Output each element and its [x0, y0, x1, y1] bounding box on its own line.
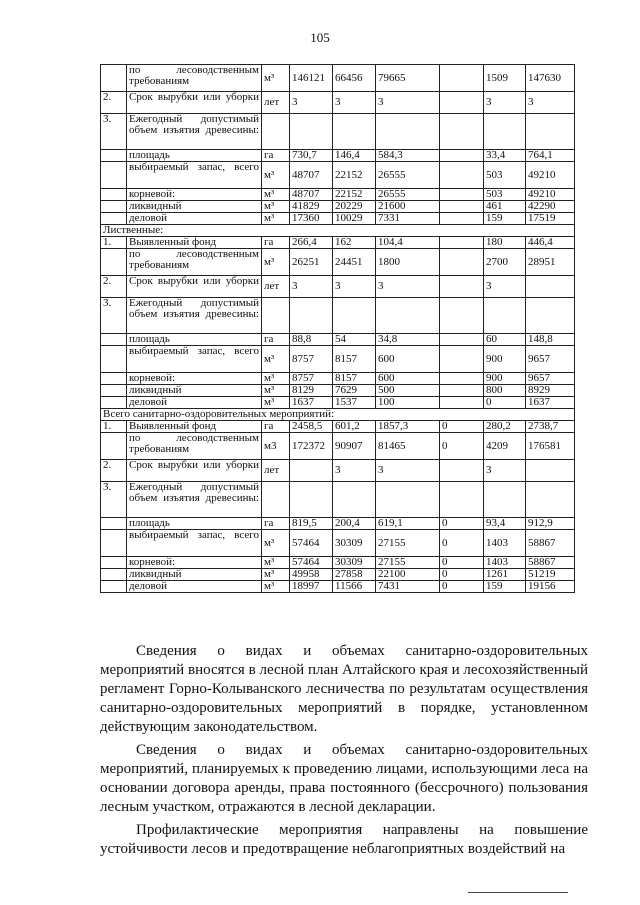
table-cell: м³: [262, 569, 290, 581]
table-cell: [333, 114, 376, 150]
table-cell: 66456: [333, 65, 376, 92]
table-cell: 27858: [333, 569, 376, 581]
table-cell: 48707: [290, 189, 333, 201]
table-cell: 148,8: [526, 334, 575, 346]
table-cell: 3: [376, 92, 440, 114]
table-cell: 1403: [484, 557, 526, 569]
row-label: Срок вырубки или уборки: [127, 460, 262, 482]
table-cell: 266,4: [290, 237, 333, 249]
table-cell: 7331: [376, 213, 440, 225]
table-cell: [376, 114, 440, 150]
row-label: корневой:: [127, 557, 262, 569]
table-cell: 100: [376, 397, 440, 409]
table-cell: 1637: [290, 397, 333, 409]
row-label: выбираемый запас, всего: [127, 162, 262, 189]
table-cell: 51219: [526, 569, 575, 581]
table-cell: 1509: [484, 65, 526, 92]
table-row: [101, 201, 575, 213]
table-cell: 17360: [290, 213, 333, 225]
table-cell: [262, 482, 290, 518]
table-row: [101, 421, 575, 433]
table-cell: га: [262, 150, 290, 162]
table-row: [101, 65, 575, 92]
table-cell: [440, 334, 484, 346]
table-cell: 30309: [333, 557, 376, 569]
table-cell: [101, 162, 127, 189]
table-row: [101, 385, 575, 397]
table-cell: 60: [484, 334, 526, 346]
table-cell: 819,5: [290, 518, 333, 530]
table-cell: 7431: [376, 581, 440, 593]
table-cell: [101, 433, 127, 460]
table-row: [101, 225, 575, 237]
table-cell: 0: [440, 530, 484, 557]
table-cell: [440, 189, 484, 201]
table-cell: 8129: [290, 385, 333, 397]
row-label: площадь: [127, 334, 262, 346]
row-label: деловой: [127, 397, 262, 409]
table-cell: [484, 114, 526, 150]
table-cell: 22152: [333, 162, 376, 189]
table-cell: [484, 298, 526, 334]
data-table: [100, 64, 575, 593]
table-cell: 159: [484, 213, 526, 225]
table-cell: 503: [484, 189, 526, 201]
table-cell: м³: [262, 397, 290, 409]
table-cell: 30309: [333, 530, 376, 557]
table-cell: 180: [484, 237, 526, 249]
table-cell: [376, 482, 440, 518]
table-cell: 146,4: [333, 150, 376, 162]
table-cell: [526, 460, 575, 482]
table-cell: [101, 518, 127, 530]
table-cell: [290, 482, 333, 518]
row-label: выбираемый запас, всего: [127, 530, 262, 557]
table-cell: 2.: [101, 460, 127, 482]
table-cell: [262, 114, 290, 150]
row-label: ликвидный: [127, 385, 262, 397]
table-cell: [440, 460, 484, 482]
table-cell: 11566: [333, 581, 376, 593]
table-cell: [376, 298, 440, 334]
table-cell: [101, 397, 127, 409]
paragraph: Профилактические мероприятия направлены на повышение устойчивости лесов и предотвращение неблагоприятных воздействий на: [100, 822, 588, 857]
body-text: [100, 642, 588, 863]
table-cell: 104,4: [376, 237, 440, 249]
paragraph: Сведения о видах и объемах санитарно-оздоровительных мероприятий, планируемых к проведению лицами, использующими леса на основании договора аренды, права постоянного (бессрочного) пользования лесным участком, отражаются в лесной декларации.: [100, 742, 588, 815]
table-row: [101, 557, 575, 569]
table-cell: 1637: [526, 397, 575, 409]
table-cell: 0: [484, 397, 526, 409]
table-cell: [440, 201, 484, 213]
table-cell: 54: [333, 334, 376, 346]
table-cell: 3: [333, 276, 376, 298]
table-cell: 1.: [101, 237, 127, 249]
table-cell: 9657: [526, 373, 575, 385]
table-cell: [440, 397, 484, 409]
table-cell: 3: [290, 276, 333, 298]
table-cell: 88,8: [290, 334, 333, 346]
row-label: площадь: [127, 150, 262, 162]
table-cell: [484, 482, 526, 518]
table-cell: 446,4: [526, 237, 575, 249]
row-label: ликвидный: [127, 569, 262, 581]
table-cell: 601,2: [333, 421, 376, 433]
table-row: [101, 114, 575, 150]
table-cell: 24451: [333, 249, 376, 276]
table-cell: [290, 298, 333, 334]
table-cell: м³: [262, 65, 290, 92]
table-cell: м³: [262, 346, 290, 373]
table-cell: [440, 92, 484, 114]
table-row: [101, 213, 575, 225]
table-cell: 3: [290, 92, 333, 114]
table-row: [101, 433, 575, 460]
row-label: Выявленный фонд: [127, 421, 262, 433]
table-cell: [526, 298, 575, 334]
table-cell: 49210: [526, 162, 575, 189]
table-cell: [440, 373, 484, 385]
table-row: [101, 518, 575, 530]
table-cell: 3: [376, 276, 440, 298]
table-cell: [101, 249, 127, 276]
table-cell: 81465: [376, 433, 440, 460]
table-cell: [101, 581, 127, 593]
table-cell: 20229: [333, 201, 376, 213]
table-cell: 49210: [526, 189, 575, 201]
table-cell: лет: [262, 276, 290, 298]
table-cell: 22152: [333, 189, 376, 201]
table-cell: [101, 150, 127, 162]
table-cell: 900: [484, 373, 526, 385]
table-cell: м³: [262, 249, 290, 276]
table-cell: 3.: [101, 482, 127, 518]
table-cell: 3: [376, 460, 440, 482]
table-cell: 10029: [333, 213, 376, 225]
table-cell: 147630: [526, 65, 575, 92]
table-cell: [101, 385, 127, 397]
row-label: по лесоводственным требованиям: [127, 65, 262, 92]
table-cell: [440, 162, 484, 189]
table-cell: [440, 213, 484, 225]
table-cell: [440, 385, 484, 397]
table-cell: 1537: [333, 397, 376, 409]
table-cell: [333, 298, 376, 334]
table-row: [101, 460, 575, 482]
table-cell: 3.: [101, 114, 127, 150]
table-cell: 34,8: [376, 334, 440, 346]
table-cell: м³: [262, 530, 290, 557]
table-cell: м³: [262, 373, 290, 385]
row-label: деловой: [127, 581, 262, 593]
table-cell: 500: [376, 385, 440, 397]
table-cell: [526, 276, 575, 298]
table-cell: 2458,5: [290, 421, 333, 433]
row-label: Срок вырубки или уборки: [127, 276, 262, 298]
table-cell: 172372: [290, 433, 333, 460]
row-label: корневой:: [127, 373, 262, 385]
table-cell: [101, 346, 127, 373]
table-cell: 1.: [101, 421, 127, 433]
table-cell: га: [262, 518, 290, 530]
table-cell: 79665: [376, 65, 440, 92]
table-cell: м³: [262, 201, 290, 213]
paragraph: Сведения о видах и объемах санитарно-оздоровительных мероприятий вносятся в лесной план Алтайского края и лесохозяйственный регламент Горно-Колыванского лесничества по результатам осуществления санитарно-оздоровительных мероприятий в порядке, установленном действующим законодательством.: [100, 643, 588, 735]
row-label: Выявленный фонд: [127, 237, 262, 249]
table-cell: 3: [484, 92, 526, 114]
table-cell: 18997: [290, 581, 333, 593]
table-cell: 22100: [376, 569, 440, 581]
table-row: [101, 346, 575, 373]
table-cell: 21600: [376, 201, 440, 213]
row-label: Ежегодный допустимый объем изъятия древесины:: [127, 298, 262, 334]
table-cell: [440, 276, 484, 298]
table-cell: 176581: [526, 433, 575, 460]
table-row: [101, 581, 575, 593]
table-cell: 2700: [484, 249, 526, 276]
table-cell: м³: [262, 385, 290, 397]
section-header: Лиственные:: [101, 225, 575, 237]
table-cell: 461: [484, 201, 526, 213]
table-cell: 2.: [101, 92, 127, 114]
table-cell: 1261: [484, 569, 526, 581]
table-cell: 1800: [376, 249, 440, 276]
row-label: Ежегодный допустимый объем изъятия древесины:: [127, 482, 262, 518]
table-cell: 3: [484, 276, 526, 298]
table-cell: 619,1: [376, 518, 440, 530]
table-cell: [101, 373, 127, 385]
table-row: [101, 162, 575, 189]
table-cell: 57464: [290, 530, 333, 557]
table-cell: 3: [333, 460, 376, 482]
table-row: [101, 189, 575, 201]
table-cell: 8157: [333, 346, 376, 373]
table-cell: лет: [262, 92, 290, 114]
table-cell: 27155: [376, 557, 440, 569]
table-row: [101, 397, 575, 409]
table-row: [101, 409, 575, 421]
row-label: ликвидный: [127, 201, 262, 213]
table-cell: 200,4: [333, 518, 376, 530]
table-cell: 2738,7: [526, 421, 575, 433]
table-cell: 90907: [333, 433, 376, 460]
table-cell: 900: [484, 346, 526, 373]
table-cell: 2.: [101, 276, 127, 298]
table-cell: [101, 569, 127, 581]
table-cell: 26251: [290, 249, 333, 276]
table-cell: м³: [262, 162, 290, 189]
table-cell: 280,2: [484, 421, 526, 433]
table-cell: [440, 482, 484, 518]
table-cell: 28951: [526, 249, 575, 276]
table-cell: 3.: [101, 298, 127, 334]
table-cell: 42290: [526, 201, 575, 213]
table-cell: 27155: [376, 530, 440, 557]
table-cell: 17519: [526, 213, 575, 225]
table-cell: 58867: [526, 557, 575, 569]
table-cell: [101, 557, 127, 569]
table-cell: м3: [262, 433, 290, 460]
table-cell: 162: [333, 237, 376, 249]
table-cell: 0: [440, 421, 484, 433]
table-cell: 48707: [290, 162, 333, 189]
table-cell: 159: [484, 581, 526, 593]
table-cell: 7629: [333, 385, 376, 397]
table-cell: 3: [484, 460, 526, 482]
table-cell: м³: [262, 213, 290, 225]
table-cell: 584,3: [376, 150, 440, 162]
table-row: [101, 92, 575, 114]
table-row: [101, 334, 575, 346]
table-cell: 912,9: [526, 518, 575, 530]
table-cell: 19156: [526, 581, 575, 593]
table-cell: 8929: [526, 385, 575, 397]
table-cell: 503: [484, 162, 526, 189]
table-cell: 0: [440, 518, 484, 530]
table-cell: га: [262, 334, 290, 346]
table-cell: 800: [484, 385, 526, 397]
table-row: [101, 569, 575, 581]
row-label: корневой:: [127, 189, 262, 201]
table-cell: м³: [262, 581, 290, 593]
table-cell: [101, 189, 127, 201]
table-cell: [290, 460, 333, 482]
table-cell: 0: [440, 581, 484, 593]
table-row: [101, 150, 575, 162]
table-cell: 33,4: [484, 150, 526, 162]
table-cell: 93,4: [484, 518, 526, 530]
table-row: [101, 249, 575, 276]
table-cell: м³: [262, 557, 290, 569]
row-label: Срок вырубки или уборки: [127, 92, 262, 114]
table-row: [101, 298, 575, 334]
table-cell: 8157: [333, 373, 376, 385]
table-cell: [440, 65, 484, 92]
table-cell: 26555: [376, 189, 440, 201]
table-cell: м³: [262, 189, 290, 201]
table-cell: га: [262, 421, 290, 433]
table-cell: [101, 530, 127, 557]
table-cell: [526, 482, 575, 518]
table-cell: [290, 114, 333, 150]
row-label: деловой: [127, 213, 262, 225]
row-label: по лесоводственным требованиям: [127, 433, 262, 460]
table-cell: 8757: [290, 346, 333, 373]
table-cell: [440, 249, 484, 276]
table-cell: га: [262, 237, 290, 249]
table-cell: 600: [376, 346, 440, 373]
row-label: по лесоводственным требованиям: [127, 249, 262, 276]
table-row: [101, 276, 575, 298]
table-cell: [262, 298, 290, 334]
table-cell: 26555: [376, 162, 440, 189]
table-cell: 764,1: [526, 150, 575, 162]
table-cell: 3: [526, 92, 575, 114]
table-cell: [440, 237, 484, 249]
table-cell: [101, 334, 127, 346]
table-cell: 41829: [290, 201, 333, 213]
table-cell: 58867: [526, 530, 575, 557]
table-cell: [440, 114, 484, 150]
table-cell: 0: [440, 569, 484, 581]
table-cell: 730,7: [290, 150, 333, 162]
table-body: [101, 65, 575, 593]
table-cell: 0: [440, 433, 484, 460]
section-header: Всего санитарно-оздоровительных мероприятий:: [101, 409, 575, 421]
table-cell: 1857,3: [376, 421, 440, 433]
table-cell: [333, 482, 376, 518]
table-cell: лет: [262, 460, 290, 482]
page-number: 105: [310, 30, 330, 45]
signature-line: [468, 892, 568, 893]
table-cell: [101, 213, 127, 225]
table-cell: [101, 65, 127, 92]
table-row: [101, 482, 575, 518]
table-cell: 1403: [484, 530, 526, 557]
table-row: [101, 373, 575, 385]
row-label: выбираемый запас, всего: [127, 346, 262, 373]
table-cell: 57464: [290, 557, 333, 569]
table-cell: 9657: [526, 346, 575, 373]
row-label: площадь: [127, 518, 262, 530]
table-cell: [440, 150, 484, 162]
table-cell: [101, 201, 127, 213]
table-cell: 49958: [290, 569, 333, 581]
table-cell: [526, 114, 575, 150]
table-cell: [440, 298, 484, 334]
row-label: Ежегодный допустимый объем изъятия древесины:: [127, 114, 262, 150]
table-cell: 8757: [290, 373, 333, 385]
table-cell: 3: [333, 92, 376, 114]
table-cell: [440, 346, 484, 373]
table-row: [101, 237, 575, 249]
table-row: [101, 530, 575, 557]
table-cell: 146121: [290, 65, 333, 92]
table-cell: 0: [440, 557, 484, 569]
table-cell: 4209: [484, 433, 526, 460]
table-cell: 600: [376, 373, 440, 385]
